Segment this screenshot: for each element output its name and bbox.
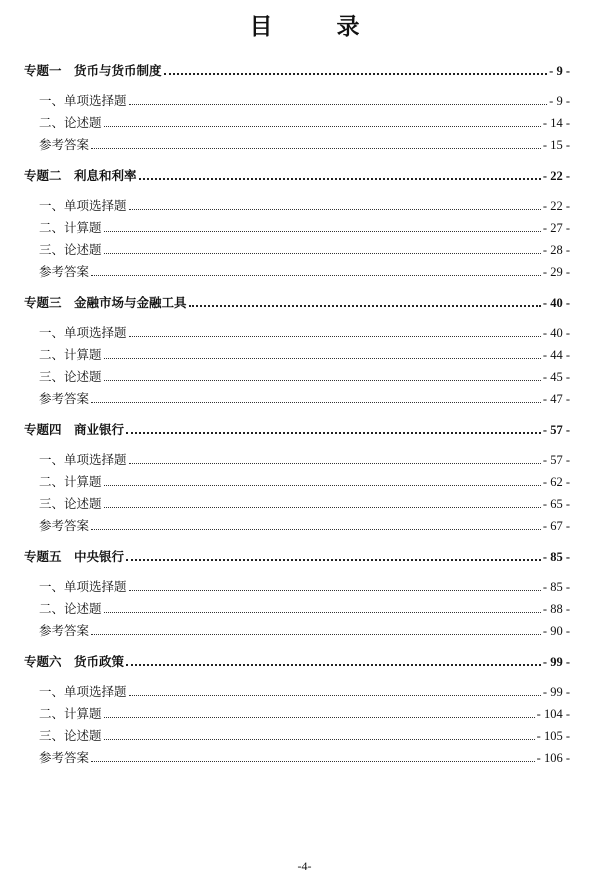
toc-entry-page: - 9 - bbox=[549, 94, 570, 108]
toc-sub-entry[interactable] bbox=[24, 681, 570, 703]
dot-leader bbox=[104, 380, 541, 381]
dot-leader bbox=[129, 336, 541, 337]
dot-leader bbox=[129, 590, 541, 591]
toc-chapter-entry[interactable] bbox=[24, 165, 570, 187]
dot-leader bbox=[91, 148, 541, 149]
toc-entry-page: - 104 - bbox=[536, 707, 570, 721]
dot-leader bbox=[104, 231, 541, 232]
toc-sub-entry[interactable] bbox=[24, 261, 570, 283]
toc-sub-entry[interactable] bbox=[24, 195, 570, 217]
toc-entry-label: 专题五 中央银行 bbox=[24, 549, 125, 564]
dot-leader bbox=[129, 209, 541, 210]
dot-leader bbox=[129, 104, 548, 105]
toc-entry-label: 专题二 利息和利率 bbox=[24, 168, 137, 183]
toc-sub-entry[interactable] bbox=[24, 515, 570, 537]
toc-sub-entry[interactable] bbox=[24, 576, 570, 598]
dot-leader bbox=[104, 485, 541, 486]
toc-entry-label: 一、单项选择题 bbox=[39, 452, 127, 467]
table-of-contents bbox=[24, 60, 570, 778]
dot-leader bbox=[91, 761, 535, 762]
toc-section bbox=[24, 419, 570, 537]
toc-sub-entry[interactable] bbox=[24, 366, 570, 388]
toc-entry-label: 参考答案 bbox=[39, 137, 90, 152]
dot-leader bbox=[126, 432, 541, 434]
toc-entry-page: - 57 - bbox=[542, 423, 570, 437]
toc-entry-label: 二、计算题 bbox=[39, 347, 102, 362]
toc-entry-page: - 14 - bbox=[542, 116, 570, 130]
toc-sub-entry[interactable] bbox=[24, 449, 570, 471]
toc-section bbox=[24, 546, 570, 642]
toc-chapter-entry[interactable] bbox=[24, 651, 570, 673]
toc-chapter-entry[interactable] bbox=[24, 60, 570, 82]
dot-leader bbox=[104, 507, 541, 508]
page-title: 目 录 bbox=[249, 14, 388, 40]
toc-entry-label: 参考答案 bbox=[39, 750, 90, 765]
dot-leader bbox=[104, 358, 541, 359]
toc-entry-label: 二、计算题 bbox=[39, 220, 102, 235]
toc-chapter-entry[interactable] bbox=[24, 292, 570, 314]
toc-entry-page: - 28 - bbox=[542, 243, 570, 257]
page-number-footer: -4- bbox=[297, 859, 312, 873]
toc-entry-label: 专题四 商业银行 bbox=[24, 422, 125, 437]
dot-leader bbox=[126, 559, 541, 561]
toc-entry-page: - 67 - bbox=[542, 519, 570, 533]
toc-entry-label: 二、计算题 bbox=[39, 474, 102, 489]
toc-section bbox=[24, 60, 570, 156]
toc-entry-page: - 90 - bbox=[542, 624, 570, 638]
toc-entry-label: 二、计算题 bbox=[39, 706, 102, 721]
dot-leader bbox=[129, 463, 541, 464]
dot-leader bbox=[104, 612, 541, 613]
toc-sub-entry[interactable] bbox=[24, 322, 570, 344]
toc-entry-label: 一、单项选择题 bbox=[39, 325, 127, 340]
toc-entry-label: 三、论述题 bbox=[39, 369, 102, 384]
toc-entry-page: - 29 - bbox=[542, 265, 570, 279]
toc-entry-page: - 9 - bbox=[549, 64, 570, 78]
toc-sub-entry[interactable] bbox=[24, 112, 570, 134]
dot-leader bbox=[129, 695, 541, 696]
toc-sub-entry[interactable] bbox=[24, 493, 570, 515]
toc-entry-label: 专题六 货币政策 bbox=[24, 654, 125, 669]
dot-leader bbox=[189, 305, 541, 307]
dot-leader bbox=[104, 253, 541, 254]
toc-entry-page: - 62 - bbox=[542, 475, 570, 489]
toc-entry-page: - 99 - bbox=[542, 685, 570, 699]
toc-entry-label: 参考答案 bbox=[39, 518, 90, 533]
toc-chapter-entry[interactable] bbox=[24, 419, 570, 441]
toc-entry-label: 一、单项选择题 bbox=[39, 579, 127, 594]
toc-section bbox=[24, 165, 570, 283]
toc-entry-page: - 40 - bbox=[542, 326, 570, 340]
dot-leader bbox=[104, 739, 535, 740]
toc-entry-page: - 65 - bbox=[542, 497, 570, 511]
toc-entry-page: - 47 - bbox=[542, 392, 570, 406]
toc-entry-page: - 105 - bbox=[536, 729, 570, 743]
toc-sub-entry[interactable] bbox=[24, 747, 570, 769]
dot-leader bbox=[126, 664, 541, 666]
toc-entry-page: - 45 - bbox=[542, 370, 570, 384]
toc-entry-page: - 106 - bbox=[536, 751, 570, 765]
toc-sub-entry[interactable] bbox=[24, 217, 570, 239]
toc-entry-label: 三、论述题 bbox=[39, 728, 102, 743]
toc-entry-label: 参考答案 bbox=[39, 264, 90, 279]
toc-sub-entry[interactable] bbox=[24, 725, 570, 747]
toc-entry-label: 一、单项选择题 bbox=[39, 198, 127, 213]
toc-entry-label: 三、论述题 bbox=[39, 496, 102, 511]
dot-leader bbox=[139, 178, 541, 180]
toc-sub-entry[interactable] bbox=[24, 703, 570, 725]
toc-entry-label: 一、单项选择题 bbox=[39, 684, 127, 699]
toc-section bbox=[24, 292, 570, 410]
toc-entry-page: - 44 - bbox=[542, 348, 570, 362]
toc-sub-entry[interactable] bbox=[24, 471, 570, 493]
toc-entry-label: 参考答案 bbox=[39, 391, 90, 406]
toc-sub-entry[interactable] bbox=[24, 598, 570, 620]
toc-entry-page: - 27 - bbox=[542, 221, 570, 235]
toc-entry-page: - 88 - bbox=[542, 602, 570, 616]
toc-sub-entry[interactable] bbox=[24, 90, 570, 112]
toc-entry-label: 专题一 货币与货币制度 bbox=[24, 63, 162, 78]
toc-sub-entry[interactable] bbox=[24, 134, 570, 156]
toc-sub-entry[interactable] bbox=[24, 344, 570, 366]
dot-leader bbox=[104, 126, 541, 127]
dot-leader bbox=[91, 275, 541, 276]
dot-leader bbox=[104, 717, 535, 718]
toc-entry-page: - 22 - bbox=[542, 199, 570, 213]
toc-entry-label: 一、单项选择题 bbox=[39, 93, 127, 108]
toc-sub-entry[interactable] bbox=[24, 239, 570, 261]
toc-entry-label: 专题三 金融市场与金融工具 bbox=[24, 295, 187, 310]
toc-entry-page: - 85 - bbox=[542, 580, 570, 594]
toc-entry-label: 参考答案 bbox=[39, 623, 90, 638]
dot-leader bbox=[91, 634, 541, 635]
toc-entry-page: - 57 - bbox=[542, 453, 570, 467]
toc-sub-entry[interactable] bbox=[24, 620, 570, 642]
toc-entry-page: - 22 - bbox=[542, 169, 570, 183]
dot-leader bbox=[91, 402, 541, 403]
toc-entry-page: - 15 - bbox=[542, 138, 570, 152]
toc-entry-page: - 85 - bbox=[542, 550, 570, 564]
toc-entry-page: - 99 - bbox=[542, 655, 570, 669]
toc-sub-entry[interactable] bbox=[24, 388, 570, 410]
dot-leader bbox=[91, 529, 541, 530]
toc-entry-label: 三、论述题 bbox=[39, 242, 102, 257]
toc-section bbox=[24, 651, 570, 769]
dot-leader bbox=[164, 73, 548, 75]
toc-entry-label: 二、论述题 bbox=[39, 601, 102, 616]
toc-chapter-entry[interactable] bbox=[24, 546, 570, 568]
toc-entry-page: - 40 - bbox=[542, 296, 570, 310]
toc-entry-label: 二、论述题 bbox=[39, 115, 102, 130]
